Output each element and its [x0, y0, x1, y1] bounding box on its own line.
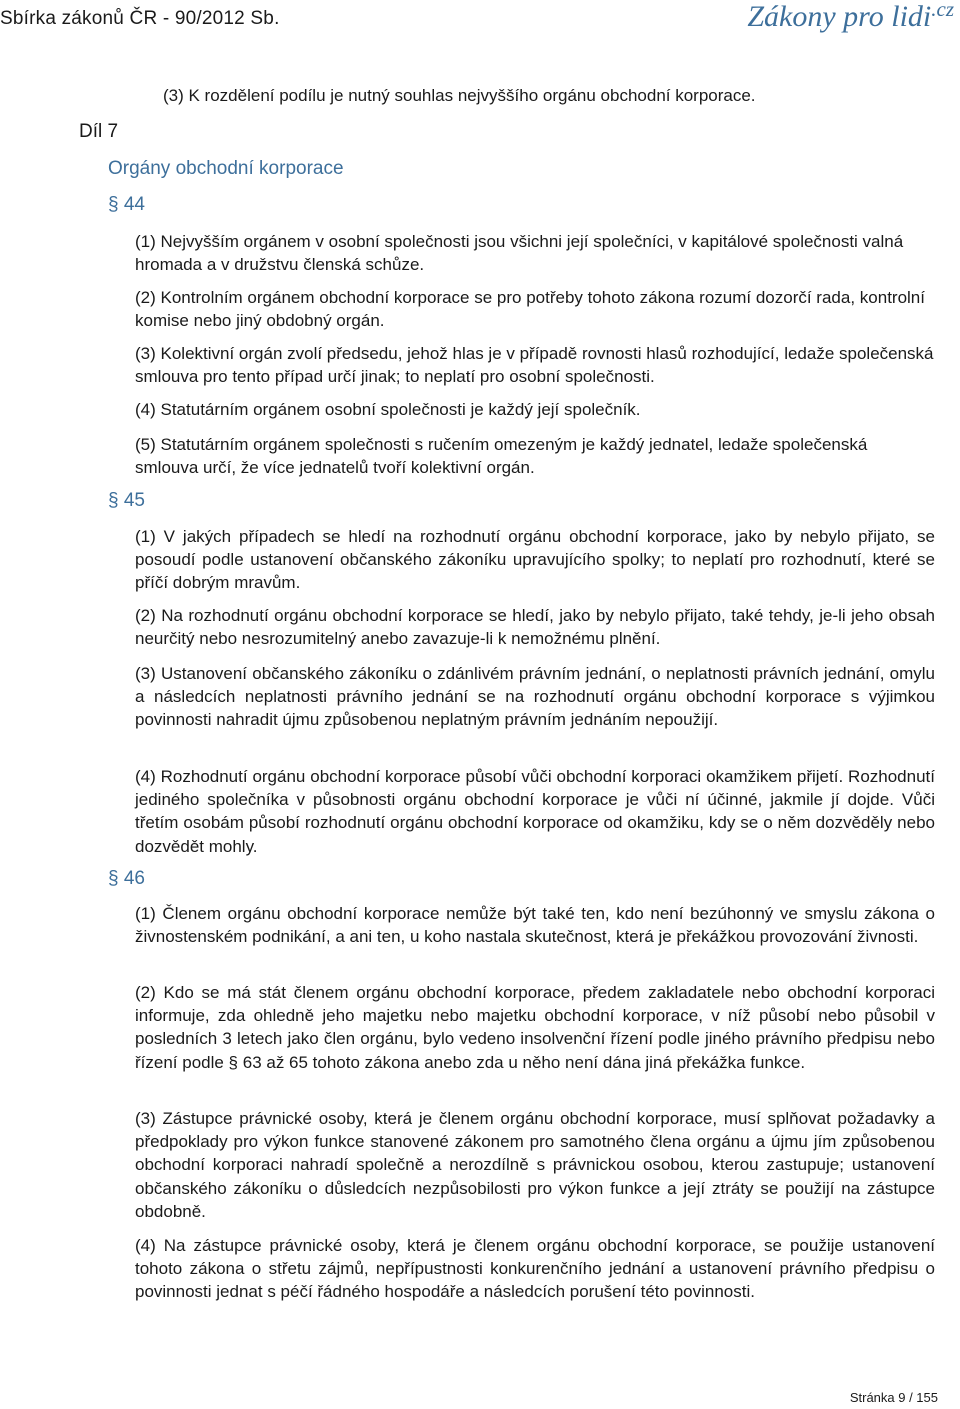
document-title: Sbírka zákonů ČR - 90/2012 Sb.	[0, 8, 280, 29]
page-header	[0, 0, 960, 44]
paragraph: (4) Statutárním orgánem osobní společnosti je každý její společník.	[135, 400, 641, 419]
paragraph: (4) Na zástupce právnické osoby, která je členem orgánu obchodní korporace, se použije ustanovení tohoto zákona o střetu zájmů, nepřípustnosti konkurenčního jednání a ustanovení právního předpisu o povinnosti jednat s péčí řádného hospodáře a následcích porušení této povinnosti.	[135, 1236, 935, 1302]
part-label: Díl 7	[79, 121, 119, 142]
logo-text: Zákony pro lidi	[747, 0, 932, 33]
section-mark-45: § 45	[108, 490, 145, 511]
paragraph: (2) Kdo se má stát členem orgánu obchodní korporace, předem zakladatele nebo obchodní korporaci informuje, zda ohledně jeho majetku nebo majetku obchodní korporace, v níž působí nebo působil v posledních 3 letech jako člen orgánu, bylo vedeno insolvenční řízení podle jiného právního předpisu nebo řízení podle § 63 až 65 tohoto zákona anebo zda u něho není dána jiná překážka funkce.	[135, 983, 935, 1072]
section-mark-46: § 46	[108, 868, 145, 889]
part-title: Orgány obchodní korporace	[108, 158, 344, 179]
logo-suffix: .cz	[931, 0, 954, 21]
site-logo[interactable]	[747, 0, 954, 34]
paragraph-carryover: (3) K rozdělení podílu je nutný souhlas nejvyššího orgánu obchodní korporace.	[163, 86, 756, 105]
paragraph: (2) Kontrolním orgánem obchodní korporace se pro potřeby tohoto zákona rozumí dozorčí rada, kontrolní komise nebo jiný obdobný orgán.	[135, 288, 925, 331]
section-mark-44: § 44	[108, 194, 145, 215]
paragraph: (3) Zástupce právnické osoby, která je členem orgánu obchodní korporace, musí splňovat požadavky a předpoklady pro výkon funkce stanovené zákonem pro samotného člena orgánu a újmu jím způsobenou obchodní korporaci nahradí společně a nerozdílně s právnickou osobou, kterou zastupuje; ustanovení občanského zákoníku o důsledcích nezpůsobilosti pro výkon funkce a její ztráty se použijí na zástupce obdobně.	[135, 1109, 935, 1221]
paragraph: (1) Členem orgánu obchodní korporace nemůže být také ten, kdo není bezúhonný ve smyslu zákona o živnostenském podnikání, a ani ten, u koho nastala skutečnost, která je překážkou provozování živnosti.	[135, 904, 935, 947]
paragraph: (3) Kolektivní orgán zvolí předsedu, jehož hlas je v případě rovnosti hlasů rozhodující, ledaže společenská smlouva pro tento případ určí jinak; to neplatí pro osobní společnosti.	[135, 344, 934, 387]
page-number: Stránka 9 / 155	[849, 1390, 938, 1405]
paragraph: (3) Ustanovení občanského zákoníku o zdánlivém právním jednání, o neplatnosti právních jednání, omylu a následcích neplatnosti právního jednání se na rozhodnutí orgánu obchodní korporace s výjimkou povinnosti nahradit újmu způsobenou neplatným právním jednáním nepoužijí.	[135, 664, 935, 730]
paragraph: (5) Statutárním orgánem společnosti s ručením omezeným je každý jednatel, ledaže společenská smlouva určí, že více jednatelů tvoří kolektivní orgán.	[135, 435, 868, 478]
paragraph: (4) Rozhodnutí orgánu obchodní korporace působí vůči obchodní korporaci okamžikem přijetí. Rozhodnutí jediného společníka v působnosti orgánu obchodní korporace je vůči ní účinné, jakmile jí dojde. Vůči třetím osobám působí rozhodnutí orgánu obchodní korporace od okamžiku, kdy se o něm dozvěděly nebo dozvědět mohly.	[135, 767, 935, 856]
paragraph: (2) Na rozhodnutí orgánu obchodní korporace se hledí, jako by nebylo přijato, také tehdy, je-li jeho obsah neurčitý nebo nesrozumitelný anebo zavazuje-li k nemožnému plnění.	[135, 606, 935, 649]
paragraph: (1) Nejvyšším orgánem v osobní společnosti jsou všichni její společníci, v kapitálové společnosti valná hromada a v družstvu členská schůze.	[135, 232, 904, 275]
paragraph: (1) V jakých případech se hledí na rozhodnutí orgánu obchodní korporace, jako by nebylo přijato, se posoudí podle ustanovení občanského zákoníku upravujícího spolky; to neplatí pro rozhodnutí, které se příčí dobrým mravům.	[135, 527, 935, 593]
